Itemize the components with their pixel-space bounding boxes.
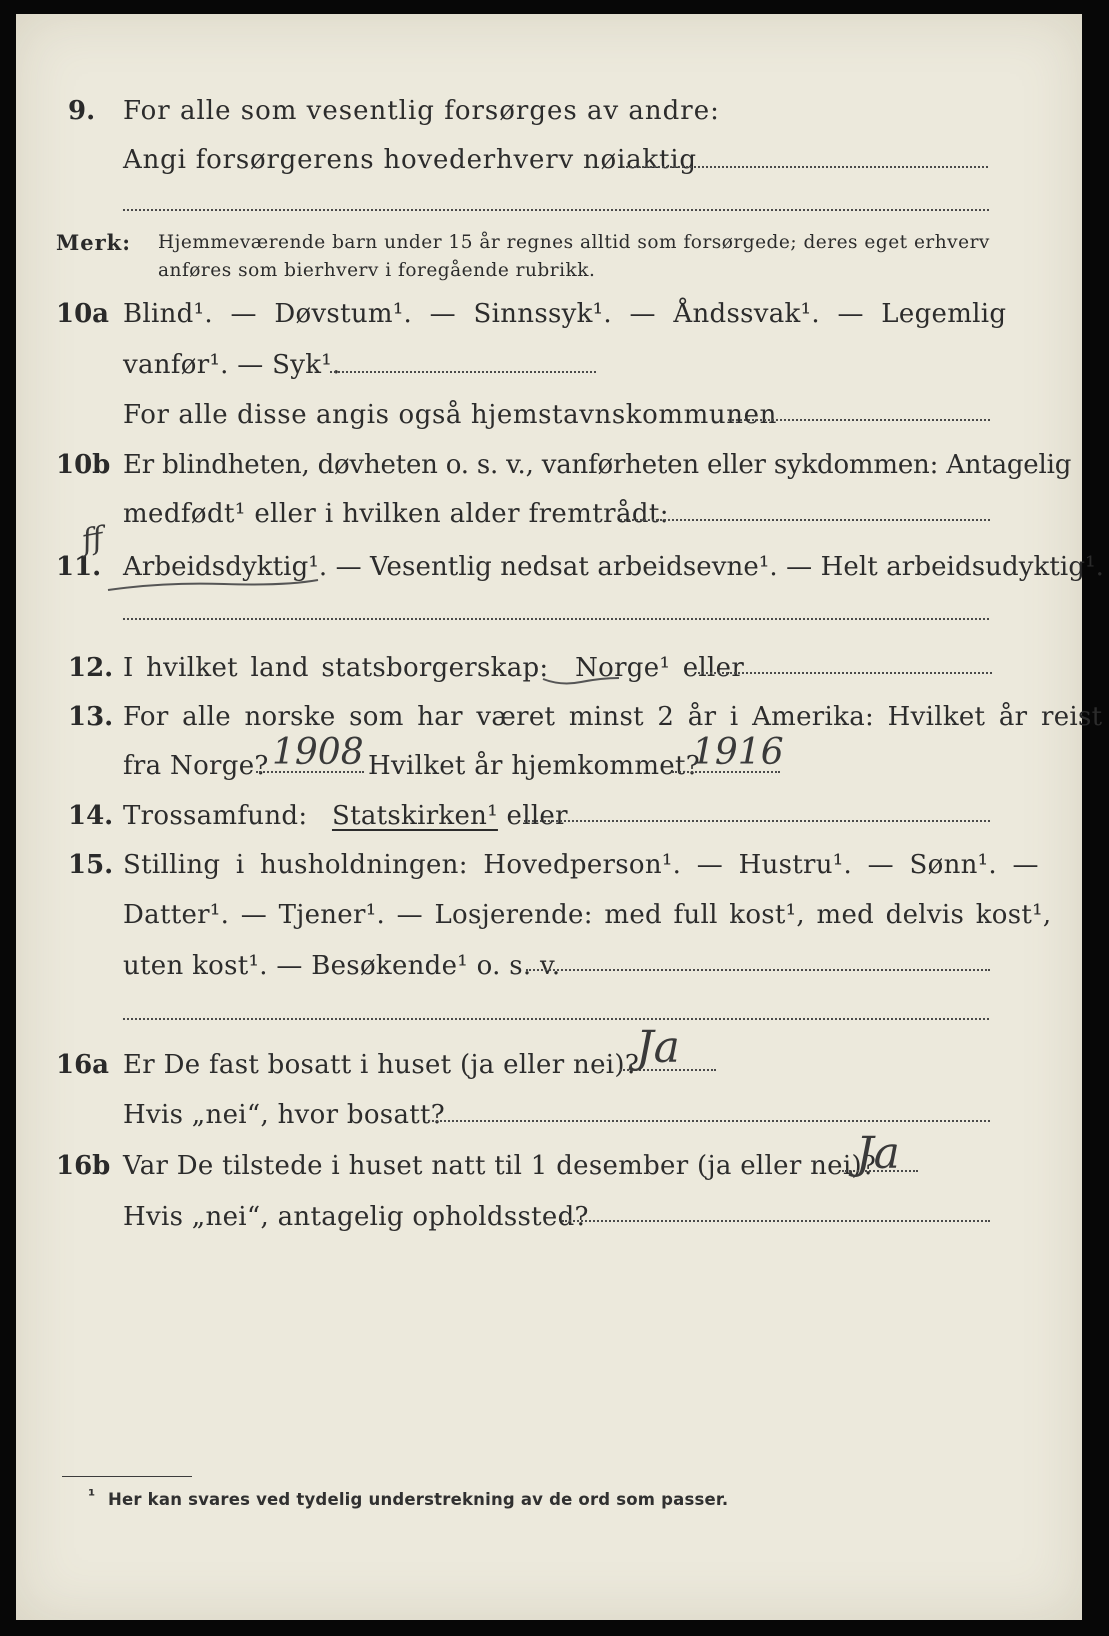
answer-tilstede: Ja [856, 1128, 900, 1179]
question-15-number: 15. [68, 850, 114, 880]
question-9-answer-line [622, 166, 988, 168]
question-13-number: 13. [68, 702, 114, 732]
merk-line-2: anføres som bierhverv i foregående rubrikk. [158, 260, 596, 281]
question-14-option-eller: eller [506, 801, 568, 831]
question-9-line-1: For alle som vesentlig forsørges av andre: [123, 96, 720, 126]
question-12-option-norge: Norge¹ [575, 653, 671, 683]
census-form-page [16, 14, 1104, 1620]
question-9-line-2: Angi forsørgerens hovederhverv nøiaktig [123, 145, 697, 175]
footnote-marker: ¹ [88, 1486, 96, 1505]
question-10a-number: 10a [56, 299, 110, 329]
question-14-option-statskirken: Statskirken¹ [331, 801, 498, 831]
question-11-underline-stroke [104, 574, 324, 594]
norge-underline-stroke [541, 674, 621, 688]
question-15-answer-line-2 [123, 1018, 989, 1020]
question-10b-line-2: medfødt¹ eller i hvilken alder fremtrådt: [123, 499, 669, 529]
question-10a-answer-line [330, 371, 596, 373]
question-16b-number: 16b [56, 1151, 111, 1181]
question-16a-line-1: Er De fast bosatt i huset (ja eller nei)? [123, 1050, 640, 1080]
question-10b-line-1: Er blindheten, døvheten o. s. v., vanførheten eller sykdommen: Antagelig [123, 450, 1072, 480]
margin-handwritten-mark: ff [79, 520, 107, 559]
question-11-text: Arbeidsdyktig¹. — Vesentlig nedsat arbeidsevne¹. — Helt arbeidsudyktig¹. [123, 552, 1104, 582]
question-11-number: 11. [56, 552, 102, 582]
question-16a-line-2: Hvis „nei“, hvor bosatt? [123, 1100, 445, 1130]
question-9-number: 9. [68, 96, 96, 126]
question-10a-line-3: For alle disse angis også hjemstavnskommunen [123, 400, 777, 430]
question-14-number: 14. [68, 801, 114, 831]
question-15-line-1: Stilling i husholdningen: Hovedperson¹. — Hustru¹. — Sønn¹. — [123, 850, 1039, 880]
question-10b-number: 10b [56, 450, 111, 480]
question-16b-line-1: Var De tilstede i huset natt til 1 desember (ja eller nei)? [123, 1151, 877, 1181]
footnote-text: Her kan svares ved tydelig understrekning av de ord som passer. [108, 1490, 729, 1509]
question-16a-number: 16a [56, 1050, 110, 1080]
question-9-answer-line-2 [123, 209, 989, 211]
question-11-answer-line [123, 618, 989, 620]
question-13-line-1: For alle norske som har været minst 2 år i Amerika: Hvilket år reist [123, 702, 1103, 732]
merk-line-1: Hjemmeværende barn under 15 år regnes alltid som forsørgede; deres eget erhverv [158, 232, 990, 253]
question-16b-answer-line-2 [562, 1220, 990, 1222]
question-14-text [123, 801, 568, 831]
question-12-number: 12. [68, 653, 114, 683]
question-13-line-2b: Hvilket år hjemkommet? [368, 751, 700, 781]
question-14-prompt: Trossamfund: [123, 801, 308, 831]
question-10b-answer-line [620, 519, 990, 521]
merk-label: Merk: [56, 230, 131, 255]
footnote-rule [62, 1476, 192, 1477]
question-12-prompt: I hvilket land statsborgerskap: [123, 653, 549, 683]
question-10a-line-1: Blind¹. — Døvstum¹. — Sinnssyk¹. — Åndssvak¹. — Legemlig [123, 299, 1007, 329]
answer-year-departed: 1908 [272, 732, 364, 773]
question-15-line-2: Datter¹. — Tjener¹. — Losjerende: med full kost¹, med delvis kost¹, [123, 900, 1052, 930]
question-15-line-3: uten kost¹. — Besøkende¹ o. s. v. [123, 951, 561, 981]
question-14-answer-line [524, 820, 990, 822]
answer-year-returned: 1916 [692, 732, 784, 773]
question-12-answer-line [698, 672, 992, 674]
question-13-line-2a: fra Norge? [123, 751, 269, 781]
question-16a-answer-line-2 [428, 1120, 990, 1122]
answer-fast-bosatt: Ja [636, 1022, 680, 1073]
question-16b-line-2: Hvis „nei“, antagelig opholdssted? [123, 1202, 589, 1232]
question-10a-line-2: vanfør¹. — Syk¹. [123, 350, 341, 380]
question-10a-answer-line-2 [728, 419, 990, 421]
question-15-answer-line [526, 969, 990, 971]
question-12-option-eller: eller [682, 653, 745, 683]
question-12-text [123, 653, 744, 683]
